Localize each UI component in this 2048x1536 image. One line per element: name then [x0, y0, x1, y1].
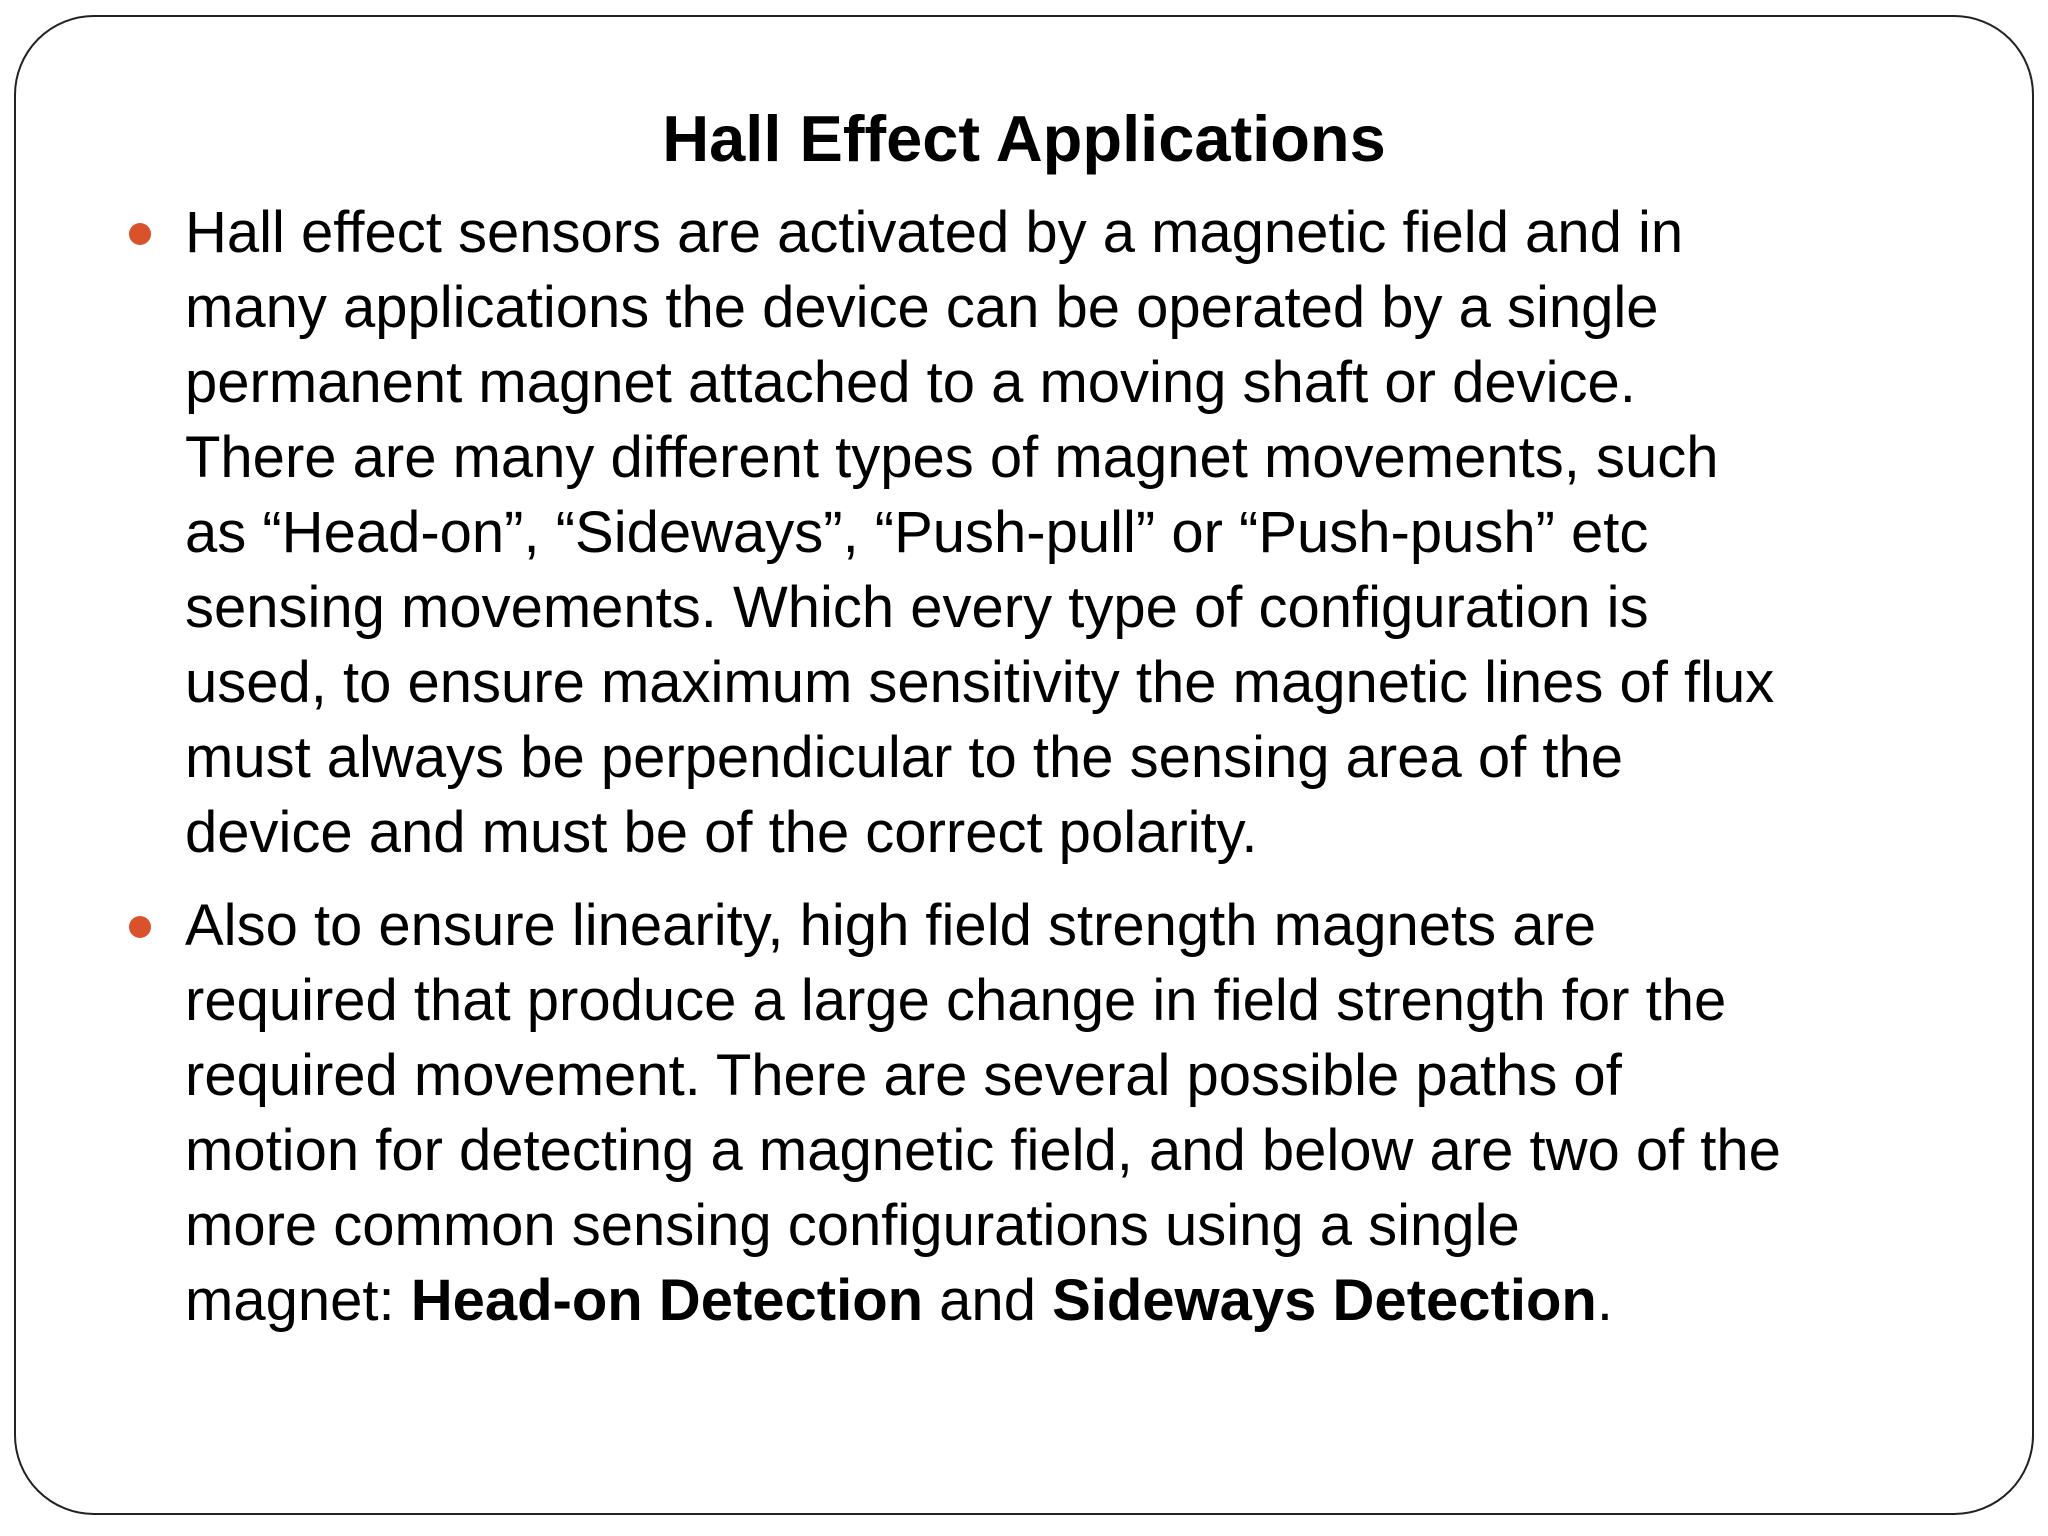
bullet-dot-icon: [129, 916, 151, 938]
last-line-prefix: magnet:: [185, 1268, 411, 1333]
bullet-2-line-1: Also to ensure linearity, high field strength magnets are: [185, 893, 1597, 958]
bullet-2-line-5: more common sensing configurations using a single: [185, 1193, 1520, 1258]
bullet-2-line-2: required that produce a large change in field strength for the: [185, 968, 1727, 1033]
bullet-1-line-6: sensing movements. Which every type of configuration is: [185, 575, 1649, 640]
bullet-2-line-4: motion for detecting a magnetic field, and below are two of the: [185, 1118, 1781, 1183]
slide-title: Hall Effect Applications: [662, 102, 1386, 175]
bullet-1-line-5: as “Head-on”, “Sideways”, “Push-pull” or “Push-push” etc: [185, 500, 1649, 565]
bullet-1-line-3: permanent magnet attached to a moving shaft or device.: [185, 350, 1636, 415]
bullet-2-line-3: required movement. There are several possible paths of: [185, 1043, 1622, 1108]
bullet-1-line-9: device and must be of the correct polarity.: [185, 800, 1258, 865]
last-line-middle: and: [923, 1268, 1053, 1333]
bullet-1-line-1: Hall effect sensors are activated by a magnetic field and in: [185, 200, 1684, 265]
bullet-1-line-2: many applications the device can be operated by a single: [185, 275, 1659, 340]
bullet-2-line-6: [185, 1263, 1945, 1338]
sideways-detection-term: Sideways Detection: [1052, 1268, 1597, 1333]
head-on-detection-term: Head-on Detection: [410, 1268, 924, 1333]
bullet-dot-icon: [129, 223, 151, 245]
bullet-item-1: [185, 195, 1945, 870]
bullet-1-line-8: must always be perpendicular to the sensing area of the: [185, 725, 1623, 790]
bullet-item-2: [185, 888, 1945, 1338]
bullet-1-line-4: There are many different types of magnet movements, such: [185, 425, 1719, 490]
last-line-suffix: .: [1596, 1268, 1613, 1333]
bullet-list: [185, 195, 1945, 1356]
bullet-1-line-7: used, to ensure maximum sensitivity the magnetic lines of flux: [185, 650, 1775, 715]
